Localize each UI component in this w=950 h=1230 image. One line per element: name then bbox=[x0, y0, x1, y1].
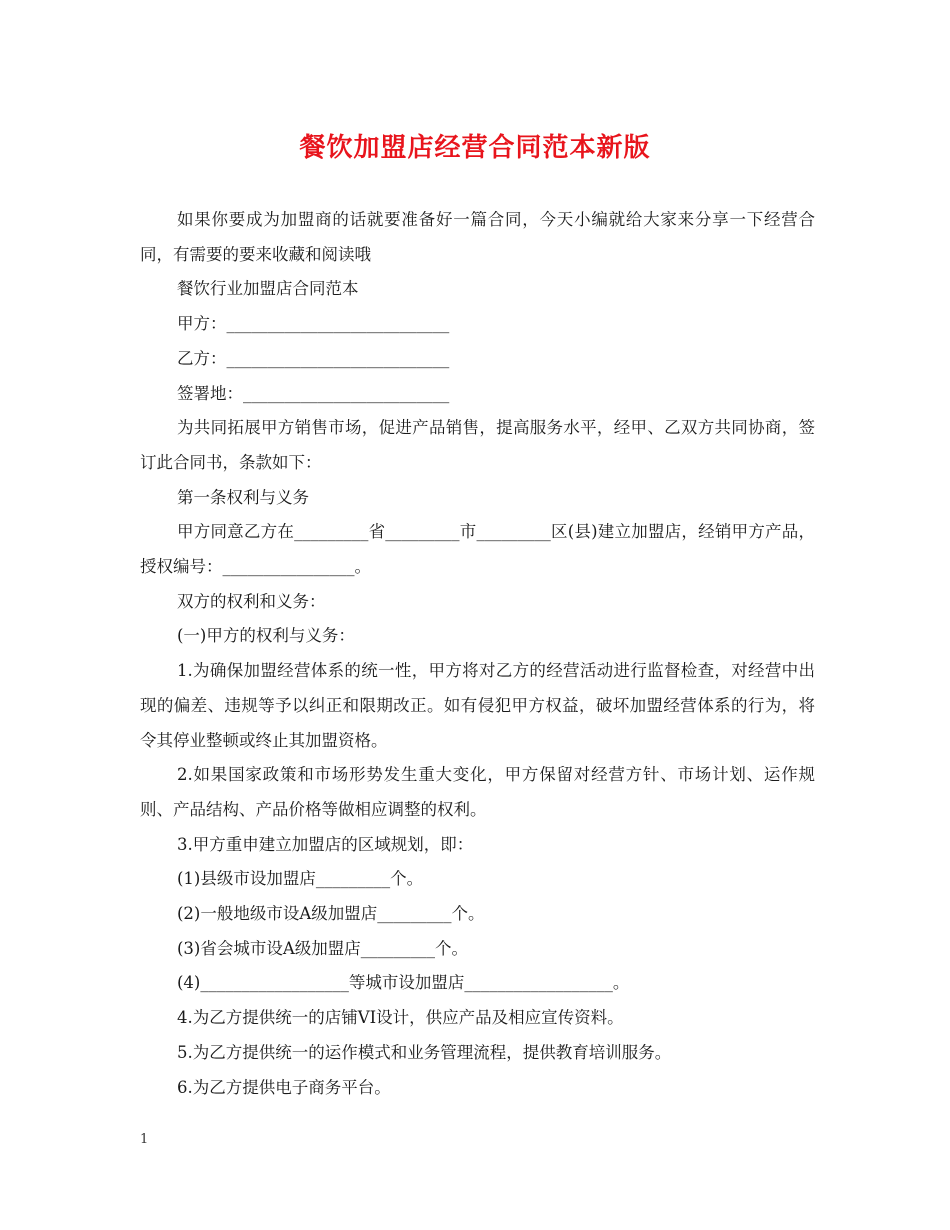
clause-3-item-1: (1)县级市设加盟店_________个。 bbox=[177, 869, 424, 889]
clause-1: 1.为确保加盟经营体系的统一性，甲方将对乙方的经营活动进行监督检查，对经营中出现的偏差、违规等予以纠正和限期改正。如有侵犯甲方权益，破坏加盟经营体系的行为，将令其停业整顿或终止其加盟资格。 bbox=[140, 661, 815, 750]
authorization-paragraph: 甲方同意乙方在_________省_________市_________区(县)建立加盟店，经销甲方产品，授权编号：________________。 bbox=[140, 522, 815, 577]
party-b-line: 乙方：___________________________ bbox=[177, 348, 450, 368]
clause-4: 4.为乙方提供统一的店铺VI设计，供应产品及相应宣传资料。 bbox=[177, 1008, 624, 1028]
preamble-paragraph: 为共同拓展甲方销售市场，促进产品销售，提高服务水平，经甲、乙双方共同协商，签订此合同书，条款如下： bbox=[140, 418, 815, 472]
article-one-heading: 第一条权利与义务 bbox=[177, 487, 309, 507]
clause-3-item-4: (4)__________________等城市设加盟店__________________。 bbox=[177, 973, 630, 993]
contract-name-line: 餐饮行业加盟店合同范本 bbox=[177, 279, 359, 299]
intro-paragraph: 如果你要成为加盟商的话就要准备好一篇合同，今天小编就给大家来分享一下经营合同，有需要的要来收藏和阅读哦 bbox=[140, 210, 815, 264]
clause-3-item-2: (2)一般地级市设A级加盟店_________个。 bbox=[177, 904, 485, 924]
document-title: 餐饮加盟店经营合同范本新版 bbox=[299, 133, 651, 163]
clause-3: 3.甲方重申建立加盟店的区域规划，即： bbox=[177, 834, 474, 854]
clause-3-item-3: (3)省会城市设A级加盟店_________个。 bbox=[177, 938, 469, 958]
signing-place-line: 签署地：_________________________ bbox=[177, 383, 450, 403]
clause-6: 6.为乙方提供电子商务平台。 bbox=[177, 1077, 391, 1097]
page-number: 1 bbox=[140, 1132, 149, 1147]
party-a-line: 甲方：___________________________ bbox=[177, 314, 450, 334]
clause-5: 5.为乙方提供统一的运作模式和业务管理流程，提供教育培训服务。 bbox=[177, 1042, 672, 1062]
rights-obligations-heading: 双方的权利和义务： bbox=[177, 591, 326, 611]
clause-2: 2.如果国家政策和市场形势发生重大变化，甲方保留对经营方针、市场计划、运作规则、产品结构、产品价格等做相应调整的权利。 bbox=[140, 765, 815, 819]
document-body bbox=[140, 203, 815, 1105]
party-a-rights-heading: (一)甲方的权利与义务： bbox=[177, 626, 355, 646]
